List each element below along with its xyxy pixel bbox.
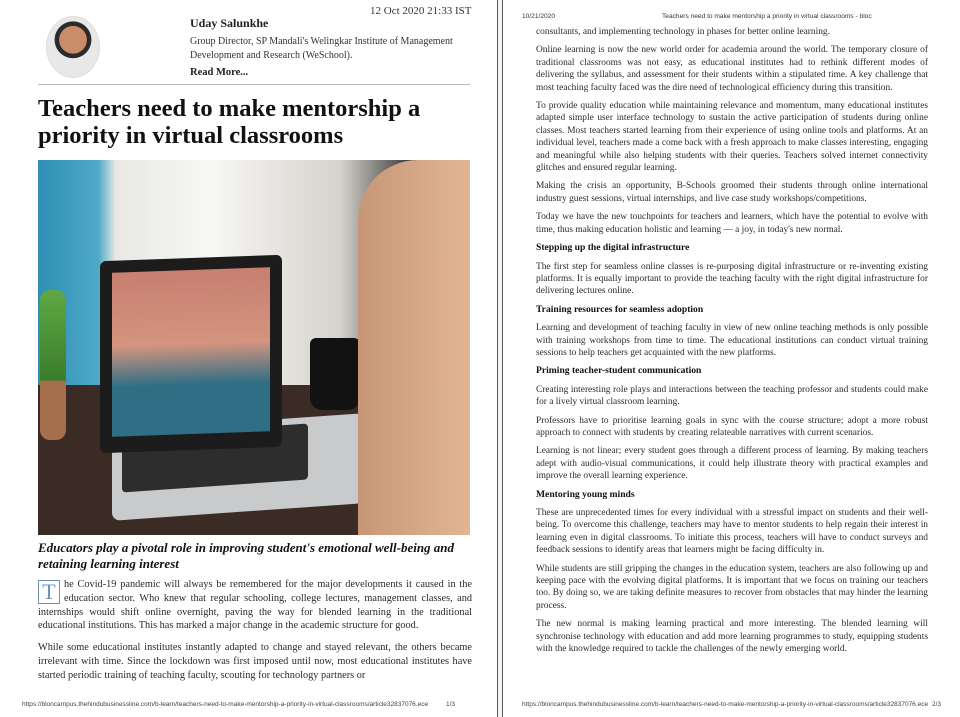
paragraph-text: he Covid-19 pandemic will always be remembered for the major developments it caused in the education sector. Who knew that regular schooling, college lectures, management classes, and internships would shift online overnight, paving the way for blended learning in the traditional educational institutions. This has marked a major change in the academic structure for good. [38,579,472,632]
paragraph [38,578,472,633]
paragraph: While some educational institutes instantly adapted to change and stayed relevant, the others became irrelevant with time. Since the lockdown was first imposed until now, most educational institutes have started periodic training of teaching faculty, scouting for technology partners or [38,642,472,681]
paragraph: While students are still gripping the changes in the education system, teachers are also following up and keeping pace with the evolving digital platforms. It is important that we focus on training our teachers too. By doing so, we are taking definite measures to recover from obstacles that may hinder the learning process. [536,563,928,611]
article-title: Teachers need to make mentorship a priority in virtual classrooms [38,95,421,149]
paragraph: Today we have the new touchpoints for teachers and learners, which have the potential to evolve with time, thus making education holistic and learning — a joy, in today's new normal. [536,212,928,235]
section-heading: Priming teacher-student communication [536,365,702,377]
footer-url[interactable]: https://bloncampus.thehindubusinessline.com/b-learn/teachers-need-to-make-mentorship-a-priority-in-virtual-classrooms/article32837076.ece [522,701,929,708]
section-heading: Stepping up the digital infrastructure [536,242,690,254]
article-body-page-1 [38,578,472,691]
document-page-2 [508,0,960,717]
paragraph: The first step for seamless online classes is re-purposing digital infrastructure or re-inventing existing platforms. It is equally important to provide the teaching faculty with the right digital infrastructure for delivering lectures online. [536,261,928,297]
paragraph: Creating interesting role plays and interactions between the teaching professor and students could make for a lively virtual classroom learning. [536,384,928,408]
page-divider [497,0,503,717]
paragraph: Making the crisis an opportunity, B-Schools groomed their students through online international industry guest sessions, virtual internships, and live case study workshops/competitions. [536,181,928,204]
drop-cap: T [38,580,60,604]
paragraph: Learning and development of teaching faculty in view of new online teaching methods is only possible with training workshops from time to time. The educational institutions can conduct virtual training sessions to help teachers get acquainted with the new platforms. [536,323,928,358]
divider [38,84,470,85]
section-heading: Training resources for seamless adoption [536,303,704,315]
photo-video-call [112,267,270,437]
print-header-date: 10/21/2020 [522,13,556,20]
article-body-page-2 [536,26,928,661]
hero-image [38,160,470,535]
author-role: Group Director, SP Mandali's Welingkar Institute of Management Development and Research (WeSchool). [190,36,453,61]
paragraph: To provide quality education while maintaining relevance and momentum, many educational institutes adapted simple user interface technology to sustain the active participation of students during online classes. Most teachers started learning from their experience of using online tools and platforms. At an individual level, teachers made a come back with a fresh approach to make classes interesting, engaging and meaningful while also helping students with their queries. Teachers solved internet connectivity glitches and ensured regular learning. [536,101,928,174]
photo-plant [40,290,66,440]
photo-person [358,160,470,535]
paragraph: Learning is not linear; every student goes through a different process of learning. By making teachers adept with audio-visual communications, it could help illustrate theory with practical examples and improve the overall learning experience. [536,446,928,482]
page-number: 2/3 [932,701,942,708]
paragraph: Professors have to prioritise learning goals in sync with the course structure; adopt a more robust approach to connect with students by creating relateable narratives with current scenarios. [536,415,928,438]
paragraph: consultants, and implementing technology in phases for better online learning. [536,27,830,37]
photo-laptop-screen [100,255,282,453]
section-heading: Mentoring young minds [536,488,635,500]
photo-mug [310,338,360,410]
paragraph: The new normal is making learning practical and more interesting. The blended learning will synchronise technology with education and add more learning programmes to study, equipping students with the knowledge required to tackle the challenges of the newly emerging world. [536,619,928,655]
author-avatar [46,16,100,78]
print-header-title: Teachers need to make mentorship a priority in virtual classrooms - bloc [662,13,872,20]
paragraph: Online learning is now the new world order for academia around the world. The temporary closure of traditional classrooms was not easy, as educational institutes had to rethink different modes of delivering the syllabus, and assessment for their students within a stipulated time. A key challenge that most teaching faculty faced was the dire need of technological efficiency during this transition. [536,45,928,93]
read-more-link[interactable]: Read More... [190,67,249,78]
footer-url[interactable]: https://bloncampus.thehindubusinessline.com/b-learn/teachers-need-to-make-mentorship-a-priority-in-virtual-classrooms/article32837076.ece [22,701,429,708]
author-name[interactable]: Uday Salunkhe [190,16,269,30]
page-number: 1/3 [446,701,456,708]
image-caption: Educators play a pivotal role in improving student's emotional well-being and retaining learning interest [38,540,455,571]
paragraph: These are unprecedented times for every individual with a stressful impact on students and their well-being. To overcome this challenge, teachers may have to mentor students to help regain their interest in learning even in digital classrooms. To initiate this process, teachers will have to conduct surveys and feedback sessions to identify areas that learners might be facing difficulty in. [536,508,928,556]
publish-date: 12 Oct 2020 21:33 IST [370,5,472,17]
